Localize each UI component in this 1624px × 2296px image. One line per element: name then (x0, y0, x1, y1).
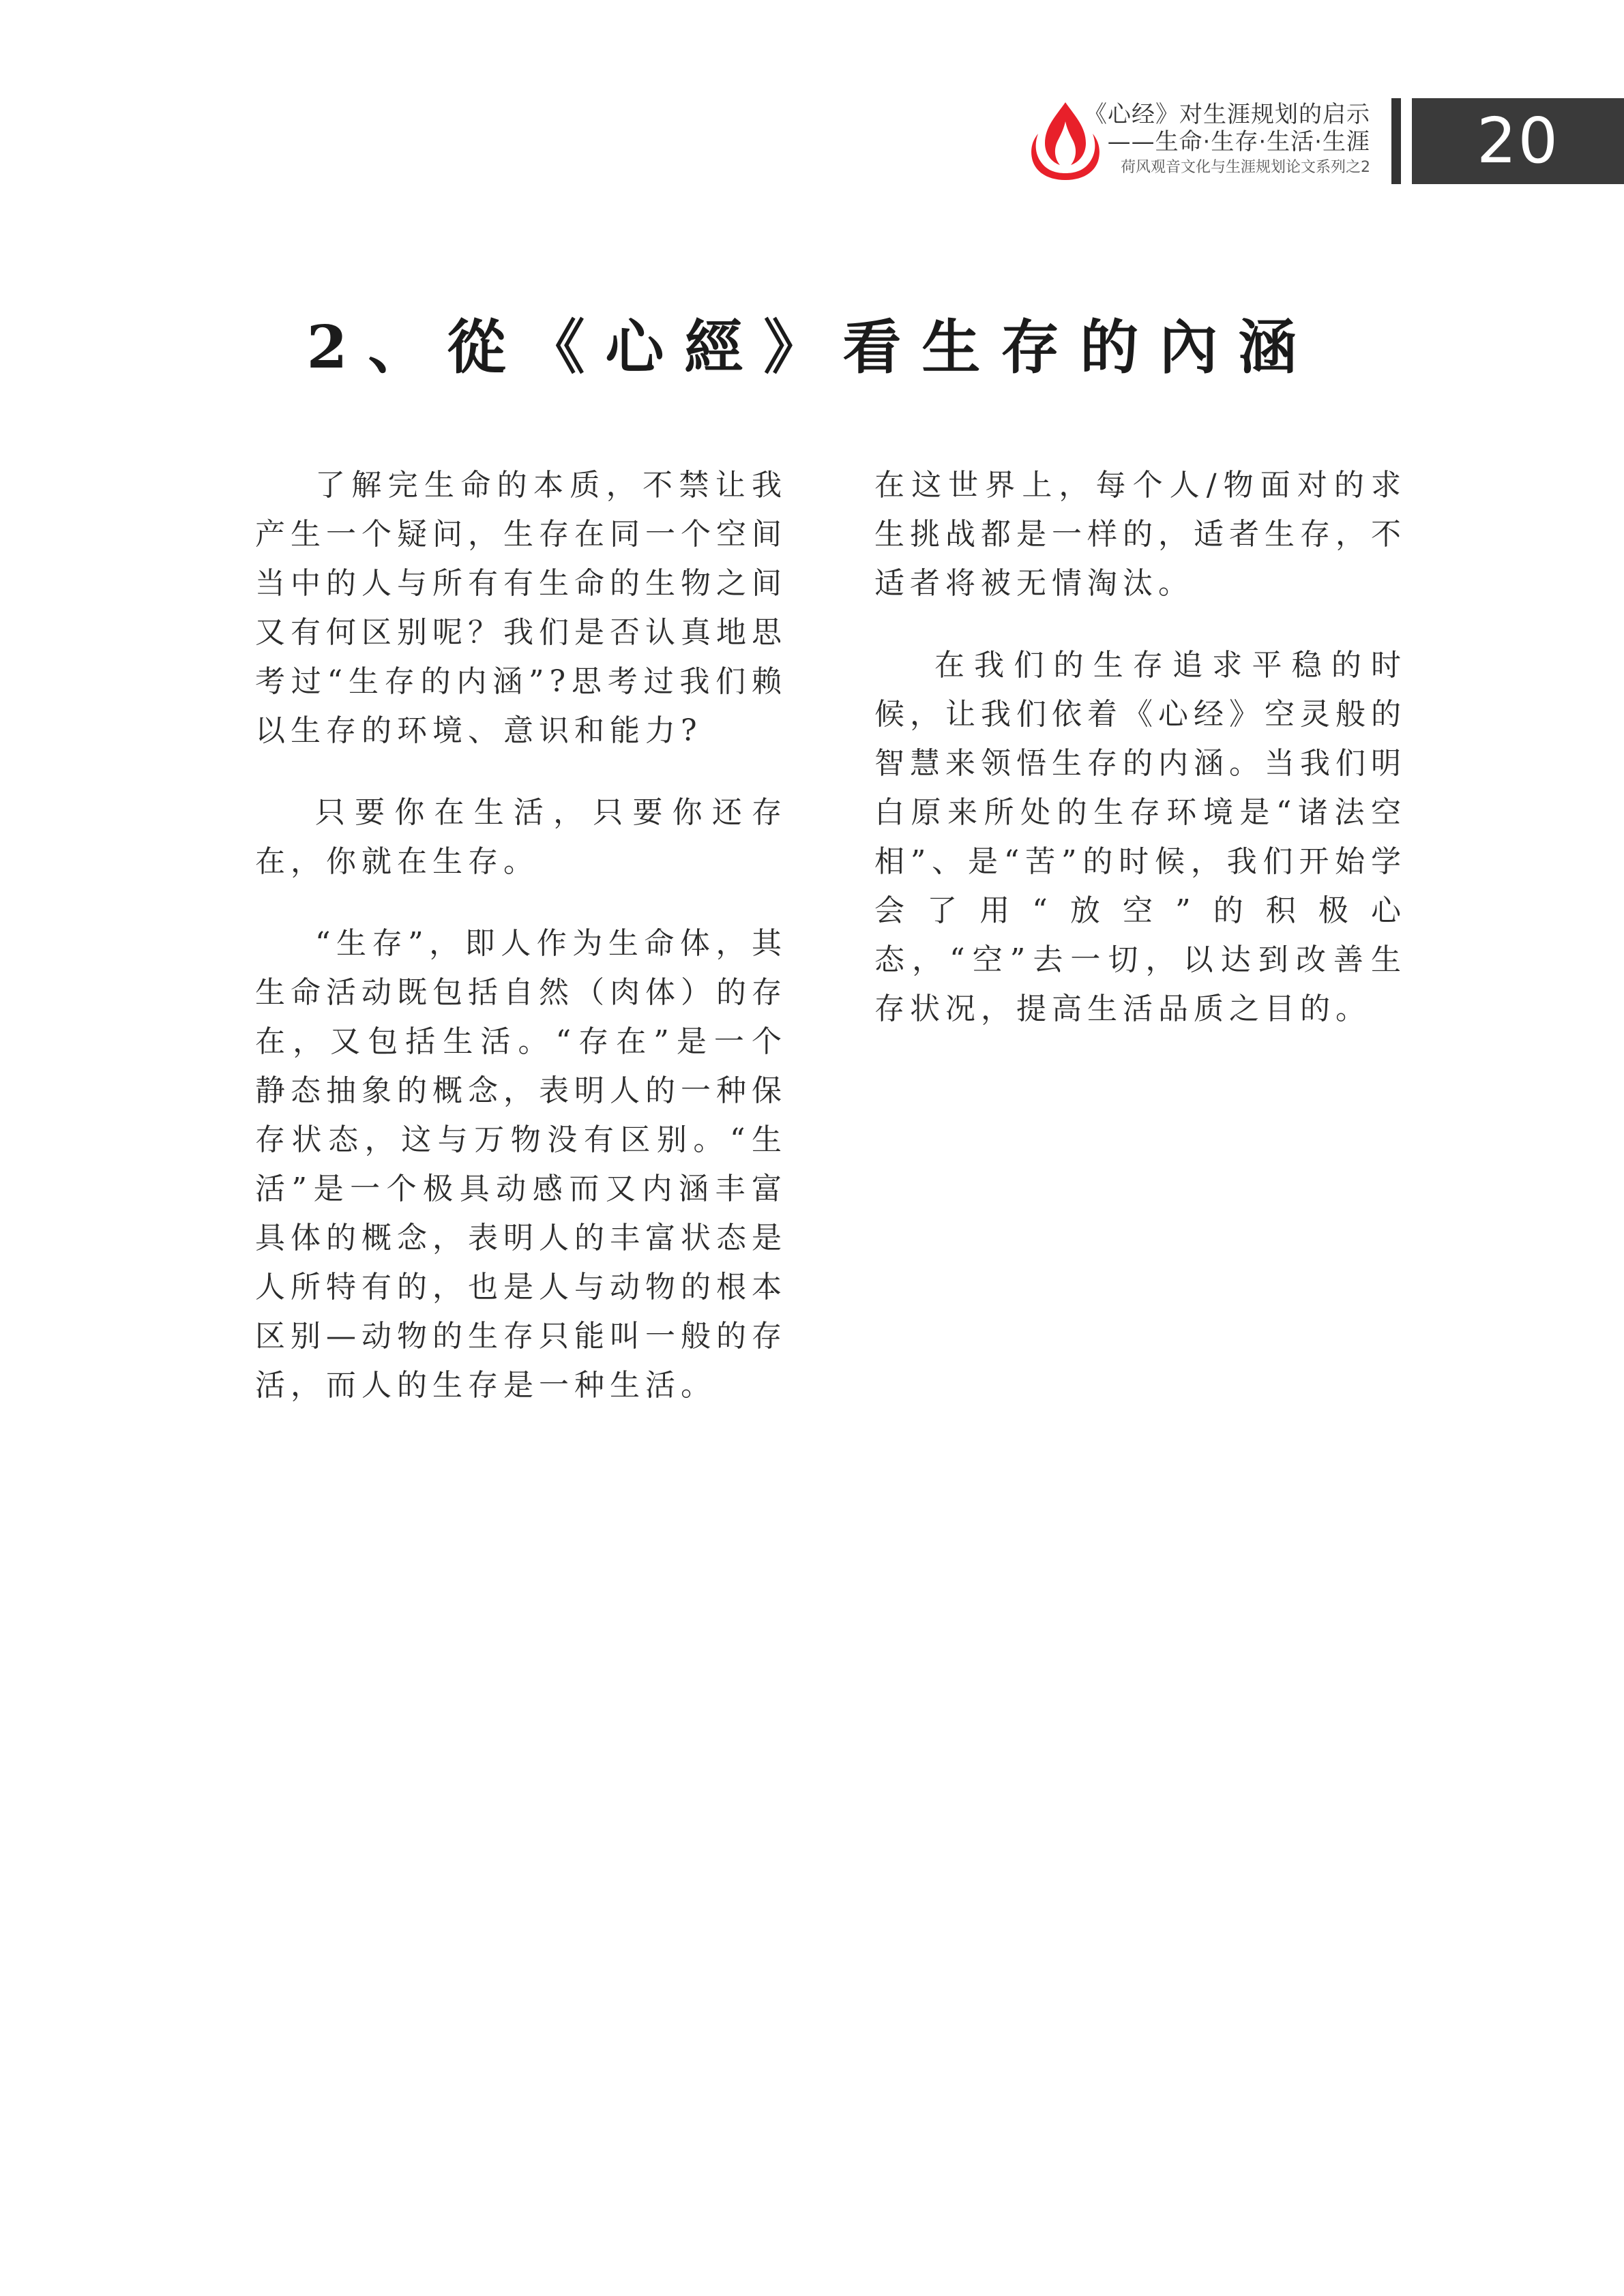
header-divider-bar (1391, 98, 1401, 184)
paragraph: 只要你在生活，只要你还存在，你就在生存。 (255, 795, 787, 879)
header-text-block (1084, 101, 1370, 180)
header-title-line1: 《心经》对生涯规划的启示 (1084, 101, 1370, 128)
header-subtitle: 荷风观音文化与生涯规划论文系列之2 (1121, 159, 1370, 176)
paragraph: 了解完生命的本质，不禁让我产生一个疑问，生存在同一个空间当中的人与所有有生命的生物之间又有何区别呢？我们是否认真地思考过“生存的内涵”?思考过我们赖以生存的环境、意识和能力? (255, 468, 787, 748)
header-title-line2: ——生命·生存·生活·生涯 (1107, 128, 1370, 155)
left-column (255, 461, 787, 1443)
right-column (874, 461, 1406, 1067)
paragraph: 在这世界上，每个人/物面对的求生挑战都是一样的，适者生存，不适者将被无情淘汰。 (874, 468, 1406, 601)
page-number: 20 (1412, 98, 1624, 184)
paragraph: 在我们的生存追求平稳的时候，让我们依着《心经》空灵般的智慧来领悟生存的内涵。当我们明白原来所处的生存环境是“诸法空相”、是“苦”的时候，我们开始学会了用“放空”的积极心态，“空”去一切，以达到改善生存状况，提高生活品质之目的。 (874, 648, 1406, 1026)
paragraph: “生存”，即人作为生命体，其生命活动既包括自然（肉体）的存在，又包括生活。“存在”是一个静态抽象的概念，表明人的一种保存状态，这与万物没有区别。“生活”是一个极具动感而又内涵丰富具体的概念，表明人的丰富状态是人所特有的，也是人与动物的根本区别—动物的生存只能叫一般的存活，而人的生存是一种生活。 (255, 926, 787, 1403)
section-title: 2、從《心經》看生存的內涵 (306, 313, 1318, 382)
